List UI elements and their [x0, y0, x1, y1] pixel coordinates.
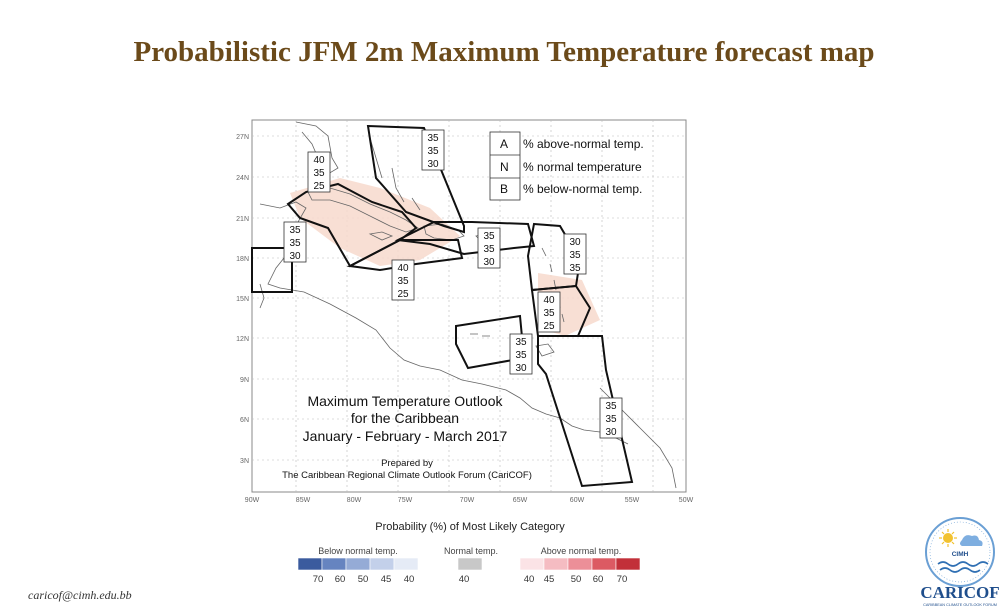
lat-label: 12N: [236, 336, 249, 343]
caricof-brand: CARICOF: [920, 583, 1000, 602]
prob-normal: 35: [313, 168, 325, 179]
lat-label: 18N: [236, 256, 249, 263]
slide-title: Probabilistic JFM 2m Maximum Temperature forecast map: [133, 36, 875, 68]
legend-tick: 70: [312, 574, 324, 585]
legend-normal-label: Normal temp.: [443, 546, 499, 556]
swatch-above-70: [616, 558, 640, 570]
prob-above: 30: [569, 237, 581, 248]
prob-above: 35: [427, 133, 439, 144]
prob-above: 35: [605, 401, 617, 412]
legend-tick: 45: [380, 574, 392, 585]
legend-above-label: Above normal temp.: [540, 546, 622, 556]
prob-below: 30: [605, 427, 617, 438]
legend-tick: 60: [592, 574, 604, 585]
prob-below: 30: [427, 159, 439, 170]
prob-box-bahamas: [422, 130, 444, 170]
prob-box-jamaica: [392, 260, 414, 300]
outlook-title-line: January - February - March 2017: [302, 428, 508, 444]
swatch-below-45: [370, 558, 394, 570]
lon-label: 70W: [459, 497, 475, 504]
swatch-above-50: [568, 558, 592, 570]
lon-label: 80W: [346, 497, 362, 504]
prob-above: 35: [289, 225, 301, 236]
key-letter: A: [500, 137, 509, 151]
prob-normal: 35: [483, 244, 495, 255]
prob-above: 40: [543, 295, 555, 306]
cimh-text: CIMH: [951, 551, 969, 558]
swatch-below-60: [322, 558, 346, 570]
legend-swatches: [298, 558, 640, 570]
legend-tick: 40: [458, 574, 470, 585]
key-text: % normal temperature: [523, 160, 642, 174]
swatch-above-60: [592, 558, 616, 570]
prob-below: 30: [483, 257, 495, 268]
lat-label: 27N: [236, 134, 249, 141]
lon-label: 55W: [624, 497, 640, 504]
lat-label: 9N: [240, 377, 249, 384]
prob-below: 35: [569, 263, 581, 274]
prob-below: 25: [543, 321, 555, 332]
legend-tick: 45: [543, 574, 555, 585]
outlook-map: [220, 108, 700, 588]
map-key: [490, 132, 644, 200]
caricof-logo: [912, 510, 1008, 610]
prob-normal: 35: [289, 238, 301, 249]
prob-normal: 35: [515, 350, 527, 361]
prob-below: 30: [515, 363, 527, 374]
prob-box-abc: [510, 334, 532, 374]
outlook-title-line: Maximum Temperature Outlook: [307, 393, 503, 409]
swatch-below-50: [346, 558, 370, 570]
prob-box-windward: [538, 292, 560, 332]
prob-normal: 35: [397, 276, 409, 287]
prob-below: 25: [397, 289, 409, 300]
prob-above: 40: [313, 155, 325, 166]
lon-label: 50W: [678, 497, 694, 504]
lon-label: 60W: [569, 497, 585, 504]
prob-normal: 35: [543, 308, 555, 319]
legend-below-label: Below normal temp.: [318, 546, 398, 556]
key-text: % below-normal temp.: [523, 182, 643, 196]
swatch-above-40: [520, 558, 544, 570]
legend-tick: 40: [523, 574, 535, 585]
legend-tick: 40: [403, 574, 415, 585]
prob-above: 35: [515, 337, 527, 348]
prepared-by-line: Prepared by: [381, 458, 433, 469]
lat-label: 21N: [236, 216, 249, 223]
prob-normal: 35: [605, 414, 617, 425]
swatch-below-70: [298, 558, 322, 570]
swatch-normal-40: [458, 558, 482, 570]
prob-above: 40: [397, 263, 409, 274]
prob-box-cuba: [308, 152, 330, 192]
prepared-by-line: The Caribbean Regional Climate Outlook Forum (CariCOF): [282, 470, 532, 481]
swatch-above-45: [544, 558, 568, 570]
legend-title: Probability (%) of Most Likely Category: [375, 521, 565, 533]
prob-normal: 35: [427, 146, 439, 157]
prob-below: 25: [313, 181, 325, 192]
lat-label: 3N: [240, 458, 249, 465]
outlook-title-line: for the Caribbean: [350, 410, 460, 426]
prob-normal: 35: [569, 250, 581, 261]
prob-box-belize: [284, 222, 306, 262]
legend-tick: 60: [334, 574, 346, 585]
prob-above: 35: [483, 231, 495, 242]
lon-label: 75W: [397, 497, 413, 504]
prob-box-leeward: [564, 234, 586, 274]
legend-tick: 70: [616, 574, 628, 585]
swatch-below-40: [394, 558, 418, 570]
key-letter: N: [500, 160, 509, 174]
lon-label: 90W: [244, 497, 260, 504]
prob-below: 30: [289, 251, 301, 262]
lat-label: 24N: [236, 175, 249, 182]
caricof-tagline: CARIBBEAN CLIMATE OUTLOOK FORUM: [923, 603, 997, 607]
footer-email: caricof@cimh.edu.bb: [28, 588, 132, 602]
prob-box-guianas: [600, 398, 622, 438]
lat-label: 6N: [240, 417, 249, 424]
prob-box-hispaniola: [478, 228, 500, 268]
legend-tick: 50: [357, 574, 369, 585]
lon-label: 85W: [295, 497, 311, 504]
legend-tick: 50: [570, 574, 582, 585]
lon-label: 65W: [512, 497, 528, 504]
key-text: % above-normal temp.: [523, 137, 644, 151]
lat-label: 15N: [236, 296, 249, 303]
key-letter: B: [500, 182, 509, 196]
